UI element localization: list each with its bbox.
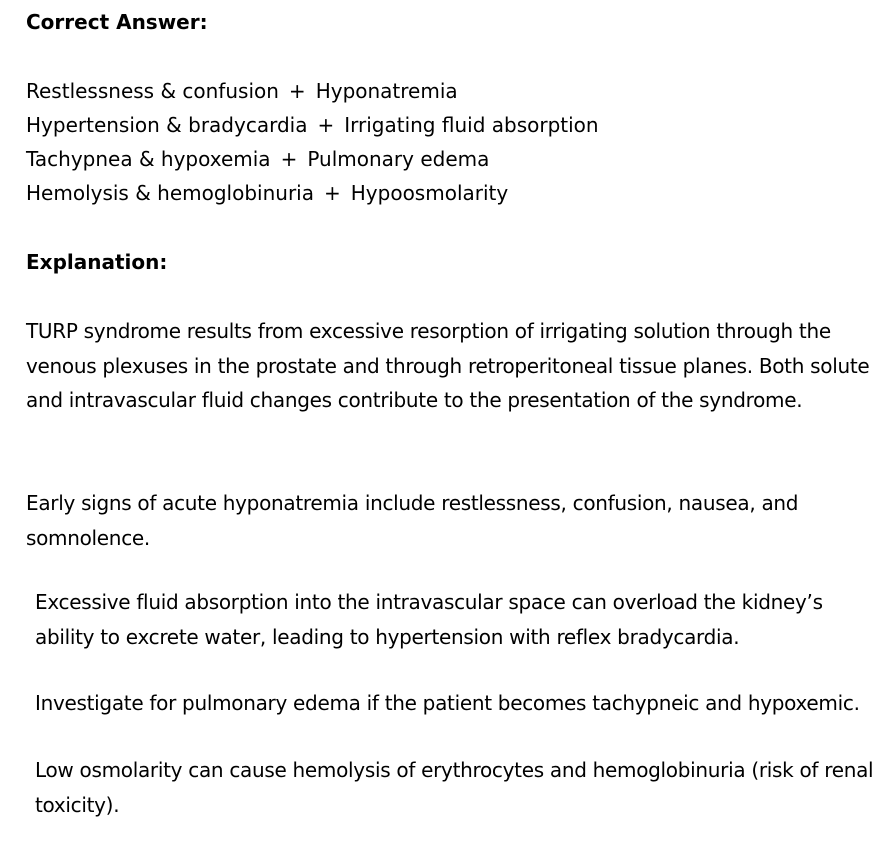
explanation-paragraph: TURP syndrome results from excessive resorption of irrigating solution through the venous plexuses in the prostate and through retroperitoneal tissue planes. Both solute and intravascular fluid changes contribute to the presentation of the syndrome. bbox=[26, 319, 870, 412]
explanation-heading: Explanation: bbox=[26, 250, 168, 274]
explanation-paragraph: Investigate for pulmonary edema if the patient becomes tachypneic and hypoxemic. bbox=[35, 691, 860, 715]
explanation-paragraph: Early signs of acute hyponatremia include restlessness, confusion, nausea, and somnolence. bbox=[26, 491, 799, 550]
explanation-paragraph: Low osmolarity can cause hemolysis of erythrocytes and hemoglobinuria (risk of renal toxicity). bbox=[35, 758, 874, 817]
answer-pair-row bbox=[26, 79, 458, 103]
answer-cause: Hypoosmolarity bbox=[350, 181, 509, 205]
plus-sign: + bbox=[280, 147, 298, 171]
answer-symptom: Hypertension & bradycardia bbox=[26, 113, 308, 137]
explanation-paragraph: Excessive fluid absorption into the intravascular space can overload the kidney’s ability to excrete water, leading to hypertension with reflex bradycardia. bbox=[35, 590, 823, 649]
answer-pair-row bbox=[26, 147, 489, 171]
plus-sign: + bbox=[288, 79, 306, 103]
correct-answer-heading: Correct Answer: bbox=[26, 10, 208, 34]
answer-symptom: Hemolysis & hemoglobinuria bbox=[26, 181, 314, 205]
answer-cause: Irrigating fluid absorption bbox=[344, 113, 599, 137]
answer-pair-row bbox=[26, 181, 508, 205]
answer-symptom: Tachypnea & hypoxemia bbox=[26, 147, 271, 171]
answer-pair-row bbox=[26, 113, 599, 137]
plus-sign: + bbox=[324, 181, 341, 205]
answer-cause: Pulmonary edema bbox=[307, 147, 490, 171]
plus-sign: + bbox=[317, 113, 335, 137]
answer-symptom: Restlessness & confusion bbox=[26, 79, 279, 103]
answer-cause: Hyponatremia bbox=[315, 79, 458, 103]
